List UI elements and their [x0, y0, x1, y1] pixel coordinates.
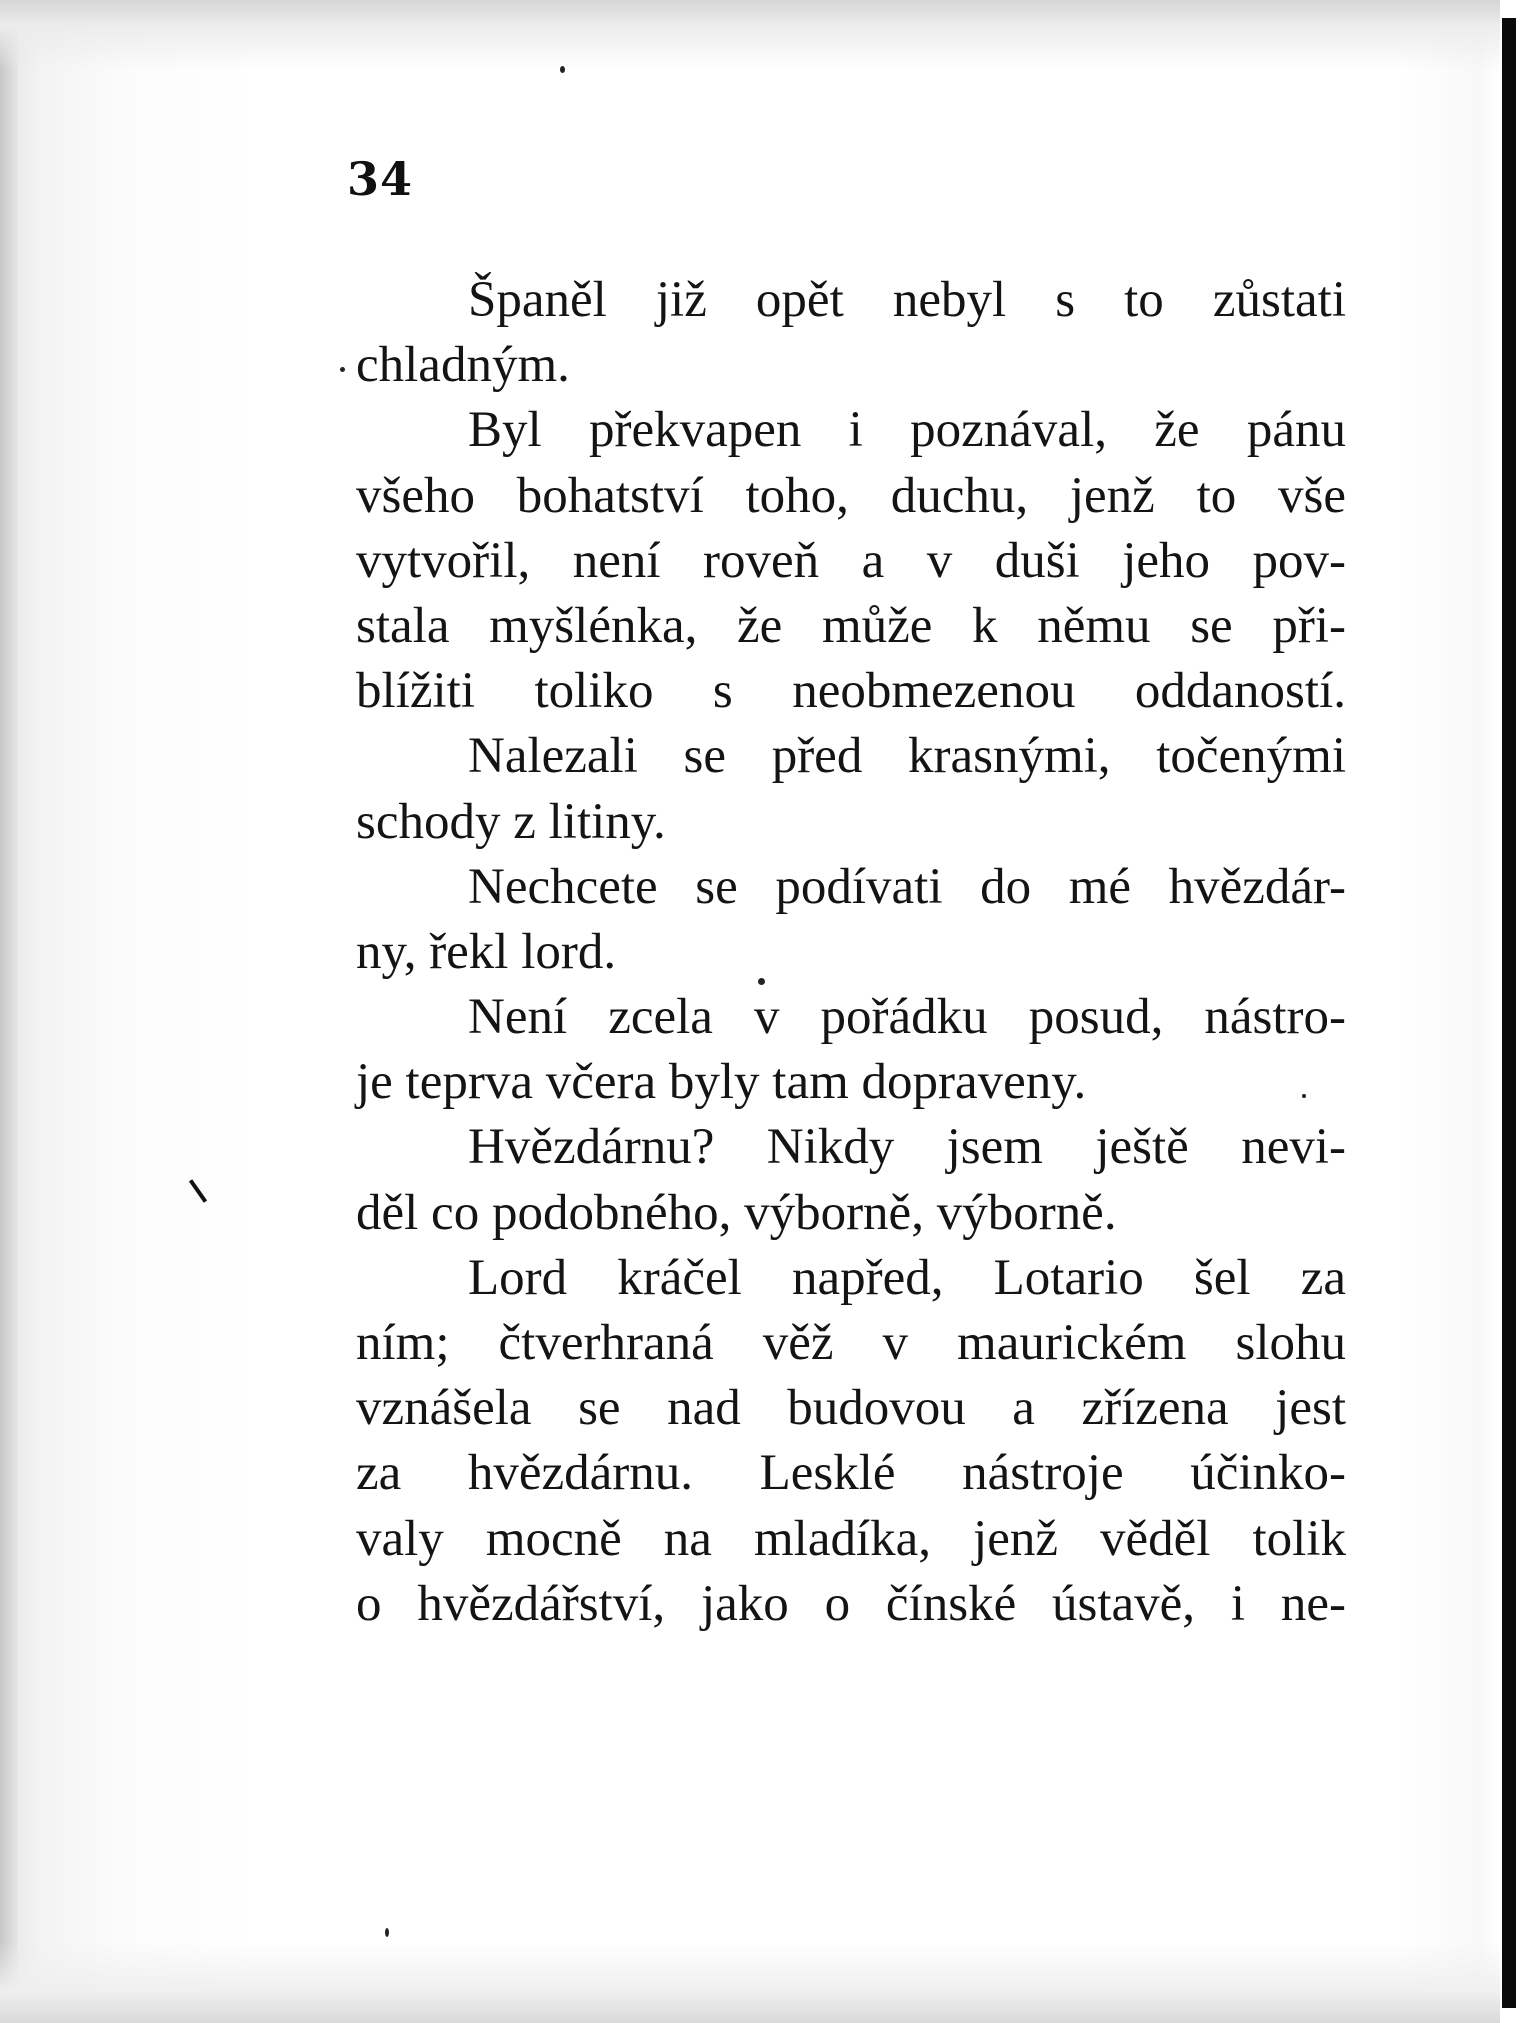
page-top-shadow [0, 0, 1500, 70]
text-line: Nechcete se podívati do mé hvězdár- [468, 858, 1346, 915]
margin-stray-mark [189, 1179, 207, 1203]
text-line: o hvězdářství, jako o čínské ústavě, i ne- [356, 1575, 1346, 1632]
text-line: je teprva včera byly tam dopraveny. [356, 1054, 1087, 1111]
text-line: Lord kráčel napřed, Lotario šel za [468, 1249, 1346, 1306]
body-text [356, 268, 1346, 1637]
text-line: schody z litiny. [356, 793, 666, 850]
text-line: vznášela se nad budovou a zřízena jest [356, 1380, 1346, 1437]
page-right-border [1502, 18, 1516, 2008]
scan-speck [340, 367, 345, 372]
text-line: valy mocně na mladíka, jenž věděl tolik [356, 1510, 1346, 1567]
page-bottom-shadow [0, 1943, 1500, 2023]
text-line: vytvořil, není roveň a v duši jeho pov- [356, 532, 1346, 589]
scan-speck [1302, 1094, 1306, 1098]
scan-speck [560, 66, 565, 73]
text-line: chladným. [356, 337, 570, 394]
text-line: ny, řekl lord. [356, 923, 617, 980]
text-line: všeho bohatství toho, duchu, jenž to vše [356, 467, 1346, 524]
page-left-edge-shadow [0, 0, 18, 2023]
text-line: Nalezali se před krasnými, točenými [468, 728, 1346, 785]
page-right-margin [1516, 0, 1538, 2023]
scan-speck [385, 1928, 389, 1937]
text-line: stala myšlénka, že může k němu se při- [356, 597, 1346, 654]
page-number: 34 [347, 152, 414, 206]
text-line: za hvězdárnu. Lesklé nástroje účinko- [356, 1445, 1346, 1502]
scan-speck [758, 978, 765, 985]
text-line: Hvězdárnu? Nikdy jsem ještě nevi- [468, 1119, 1346, 1176]
text-line: Není zcela v pořádku posud, nástro- [468, 989, 1346, 1046]
text-line: Byl překvapen i poznával, že pánu [468, 402, 1346, 459]
text-line: blížiti toliko s neobmezenou oddaností. [356, 663, 1346, 720]
text-line: děl co podobného, výborně, výborně. [356, 1184, 1117, 1241]
text-line: ním; čtverhraná věž v maurickém slohu [356, 1315, 1346, 1371]
text-line: Španěl již opět nebyl s to zůstati [468, 272, 1346, 328]
